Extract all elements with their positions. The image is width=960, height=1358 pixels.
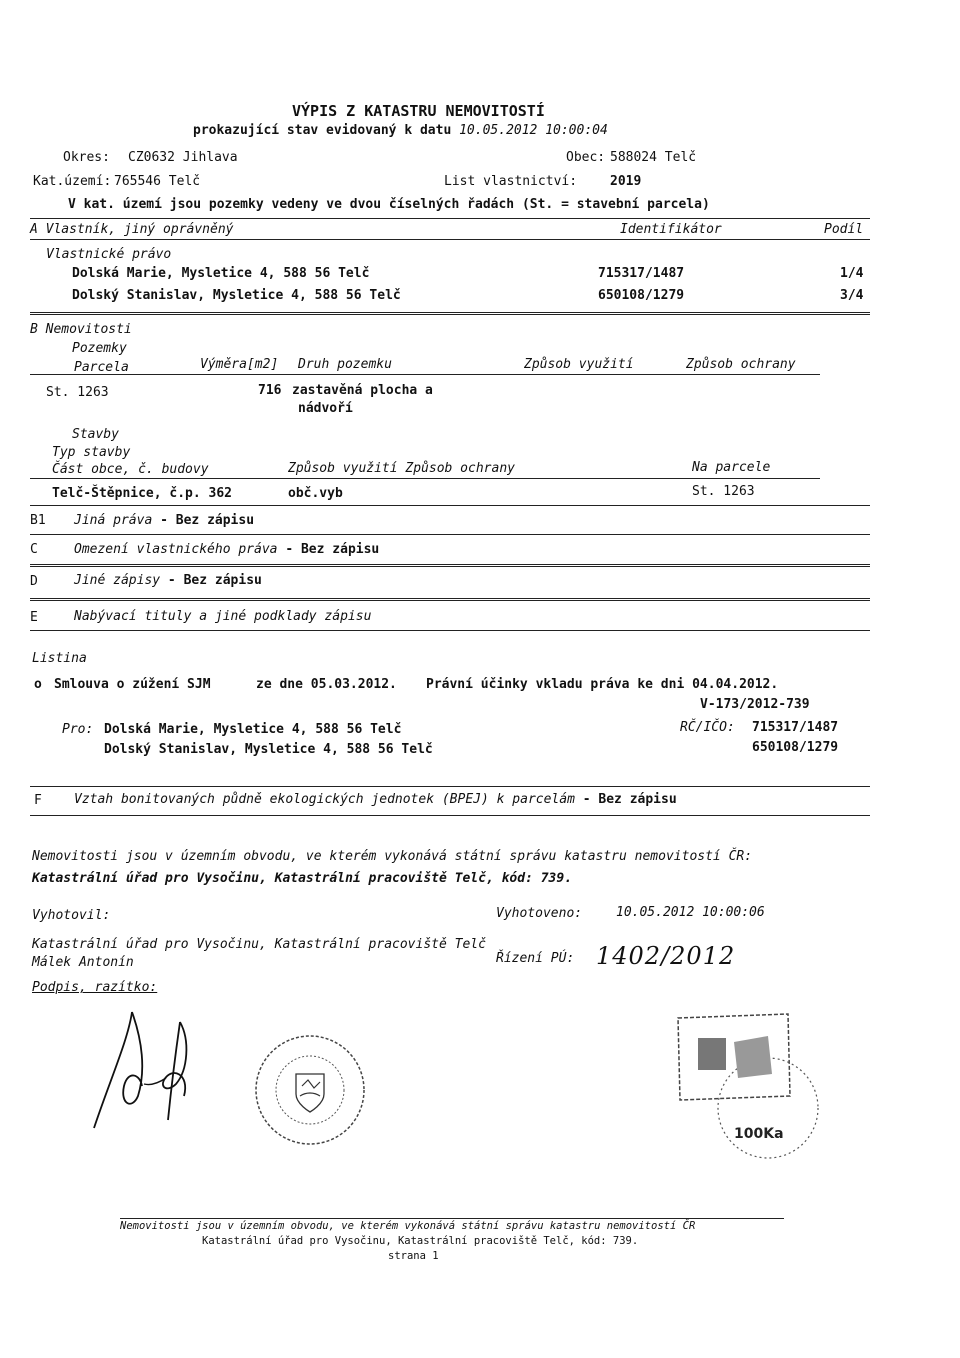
page-footer-divider [120,1218,784,1219]
section-f-label: Vztah bonitovaných půdně ekologických jednotek (BPEJ) k parcelám [74,792,575,807]
person-name: Málek Antonín [32,955,134,970]
stavba-vyuziti: obč.vyb [288,486,343,501]
section-d-label: Jiné zápisy [74,573,161,588]
rc-label: RČ/IČO: [680,720,735,735]
vyhotoveno-value: 10.05.2012 10:00:06 [616,905,765,920]
smlouva-date: ze dne 05.03.2012. [256,677,397,692]
section-c-code: C [30,542,38,557]
vklad-number: V-173/2012-739 [700,697,810,712]
col-podil: Podíl [824,222,864,237]
parcel-vymera: 716 [258,383,282,398]
okres-label: Okres: [63,150,110,165]
col-cast-obce: Část obce, č. budovy [52,462,209,477]
rc-value-2: 650108/1279 [752,740,839,755]
col-identifikator: Identifikátor [620,222,722,237]
smlouva-text: Smlouva o zúžení SJM [54,677,211,692]
owner-2-id: 650108/1279 [598,288,685,303]
col-vymera: Výměra[m2] [200,357,279,372]
section-c-value: - Bez zápisu [285,542,380,557]
section-f-code: F [34,793,42,808]
section-f-value: - Bez zápisu [582,792,677,807]
lv-value: 2019 [610,174,642,189]
stamp-kod [668,1008,848,1158]
signature [80,1000,220,1140]
parcel-druh-1: zastavěná plocha a [292,383,433,398]
pro-label: Pro: [62,722,94,737]
parcel-number: St. 1263 [46,385,109,400]
obec-label: Obec: [566,150,606,165]
section-e-label: Nabývací tituly a jiné podklady zápisu [74,609,372,624]
divider-b1 [30,505,870,506]
divider-b-header [30,374,820,375]
katuzemi-value: 765546 Telč [114,174,201,189]
col-vyuziti: Způsob využití [524,357,634,372]
office-name: Katastrální úřad pro Vysočinu, Katastrální pracoviště Telč [32,937,486,952]
pro-line-1: Dolská Marie, Mysletice 4, 588 56 Telč [104,722,402,737]
divider-stavby-header [30,478,820,479]
typ-stavby-label: Typ stavby [52,445,131,460]
divider-b [30,312,870,315]
document-title: VÝPIS Z KATASTRU NEMOVITOSTÍ [292,102,545,120]
rizeni-label: Řízení PÚ: [496,951,575,966]
divider-c [30,534,870,535]
pravni-ucinky: Právní účinky vkladu práva ke dni 04.04.2012. [426,677,779,692]
official-seal [252,1032,372,1152]
vlastnicke-pravo-label: Vlastnické právo [46,247,172,262]
vyhotoveno-label: Vyhotoveno: [496,906,583,921]
subtitle-prefix: prokazující stav evidovaný k datu [193,123,452,138]
divider-d [30,564,870,567]
owner-2-share: 3/4 [840,288,864,303]
lv-label: List vlastnictví: [444,174,578,189]
section-a-heading: A Vlastník, jiný oprávněný [30,222,234,237]
pro-line-2: Dolský Stanislav, Mysletice 4, 588 56 Telč [104,742,433,757]
section-c [74,543,379,556]
vyhotovil-label: Vyhotovil: [32,908,111,923]
section-d-value: - Bez zápisu [167,573,262,588]
divider-e-header [30,630,870,631]
section-b-heading: B Nemovitosti [30,322,132,337]
owner-2-name: Dolský Stanislav, Mysletice 4, 588 56 Telč [72,288,401,303]
page-footer-line-1: Nemovitosti jsou v územním obvodu, ve kterém vykonává státní správu katastru nemovitostí ČR [120,1220,696,1232]
section-b1-value: - Bez zápisu [160,513,255,528]
section-b1-label: Jiná práva [74,513,153,528]
section-f [74,793,677,806]
stavba-parcela: St. 1263 [692,484,755,499]
podpis-label: Podpis, razítko: [32,980,158,995]
obec-value: 588024 Telč [610,150,697,165]
divider-f-bottom [30,815,870,816]
col-na-parcele: Na parcele [692,460,771,475]
stavba-cast: Telč-Štěpnice, č.p. 362 [52,486,233,501]
katastralni-urad: Katastrální úřad pro Vysočinu, Katastrální pracoviště Telč, kód: 739. [32,871,573,886]
owner-1-share: 1/4 [840,266,864,281]
col-parcela: Parcela [74,360,129,375]
owner-1-id: 715317/1487 [598,266,685,281]
divider-f [30,786,870,787]
section-e-code: E [30,610,38,625]
subtitle-datetime: 10.05.2012 10:00:04 [459,123,608,138]
section-b1 [74,514,254,527]
katuzemi-label: Kat.území: [33,174,112,189]
pozemky-label: Pozemky [72,341,127,356]
owner-1-name: Dolská Marie, Mysletice 4, 588 56 Telč [72,266,370,281]
divider-a [30,218,870,219]
col-ochrana: Způsob ochrany [686,357,796,372]
section-d-code: D [30,574,38,589]
col-stavby-vyuziti: Způsob využití Způsob ochrany [288,461,515,476]
section-c-label: Omezení vlastnického práva [74,542,278,557]
okres-value: CZ0632 Jihlava [128,150,238,165]
rizeni-value: 1402/2012 [596,942,736,970]
listina-label: Listina [32,651,87,666]
page-number: strana 1 [388,1250,439,1262]
subtitle [193,124,608,137]
listina-bullet: o [34,677,42,692]
stamp-kod-text: 100Ka [734,1126,784,1142]
divider-e [30,598,870,601]
section-d [74,574,262,587]
parcel-note: V kat. území jsou pozemky vedeny ve dvou číselných řadách (St. = stavební parcela) [68,197,710,212]
nemovitosti-info: Nemovitosti jsou v územním obvodu, ve kterém vykonává státní správu katastru nemovitostí ČR: [32,849,753,864]
divider-a-header [30,239,870,240]
parcel-druh-2: nádvoří [298,401,353,416]
stavby-label: Stavby [72,427,119,442]
section-b1-code: B1 [30,513,46,528]
col-druh: Druh pozemku [298,357,392,372]
page-footer-line-2: Katastrální úřad pro Vysočinu, Katastrální pracoviště Telč, kód: 739. [202,1235,639,1247]
rc-value-1: 715317/1487 [752,720,839,735]
